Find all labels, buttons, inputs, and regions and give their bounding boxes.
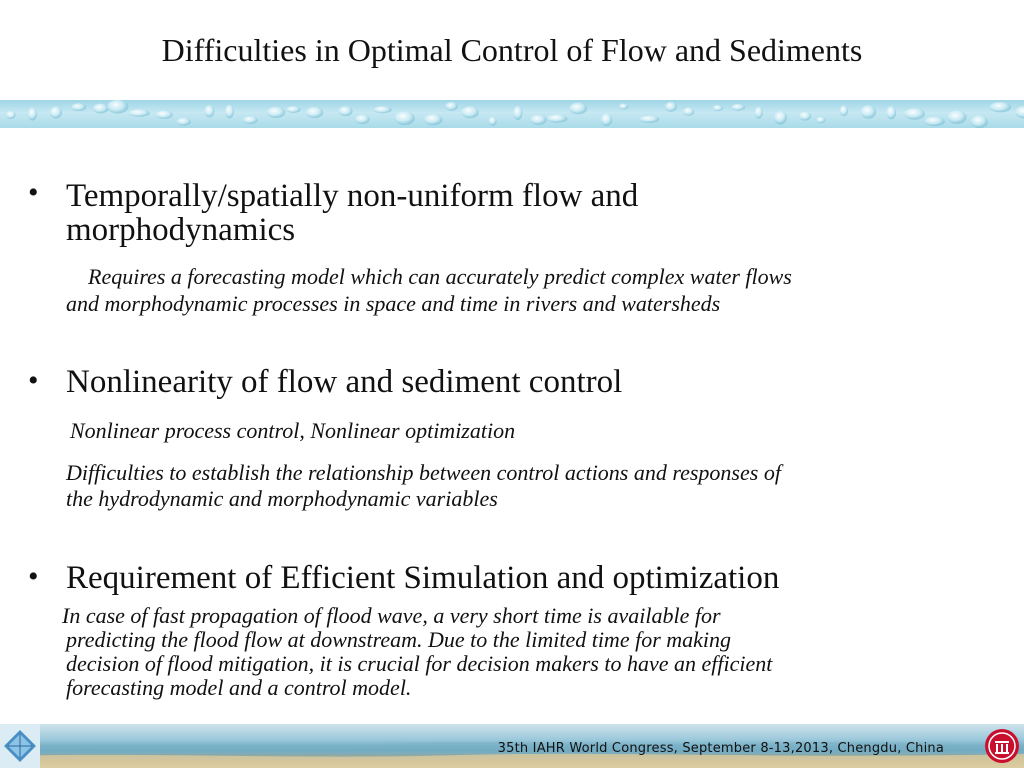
water-droplet (445, 102, 458, 111)
water-droplet (395, 111, 415, 125)
water-droplet (225, 105, 234, 118)
water-droplet (338, 106, 352, 116)
water-droplet (1015, 106, 1024, 118)
water-droplet (904, 108, 925, 119)
bullet-2-note-2-line1: Difficulties to establish the relationship between control actions and responses of (66, 460, 781, 485)
water-droplet (28, 108, 37, 121)
water-droplet (306, 107, 324, 118)
water-droplet (513, 106, 522, 120)
water-droplet (424, 114, 442, 125)
bullet-heading-2: Nonlinearity of flow and sediment control (66, 364, 623, 400)
water-droplet (530, 115, 546, 125)
water-droplet (71, 103, 86, 111)
water-droplet (924, 117, 944, 126)
water-droplet (840, 105, 848, 116)
water-droplet (774, 111, 787, 124)
water-droplet (990, 102, 1012, 112)
water-droplet (886, 106, 896, 119)
bullet-1-note-line1: Requires a forecasting model which can accurately predict complex water flows (88, 264, 792, 289)
bullet-heading-3: Requirement of Efficient Simulation and optimization (66, 560, 780, 596)
slide-title: Difficulties in Optimal Control of Flow and Sediments (161, 32, 863, 68)
bullet-1-note-line2: and morphodynamic processes in space and time in rivers and watersheds (66, 291, 721, 316)
water-droplet (50, 106, 62, 118)
bullet-heading-1-line1: Temporally/spatially non-uniform flow and (66, 178, 639, 214)
bullet-3-note-line4: forecasting model and a control model. (66, 675, 412, 700)
water-droplet (731, 104, 745, 111)
water-droplet (665, 102, 677, 112)
water-droplet (799, 112, 811, 121)
bullet-heading-1-line2: morphodynamics (66, 212, 296, 248)
water-droplet (971, 116, 988, 128)
decorative-water-band (0, 100, 1024, 128)
water-droplet (755, 107, 763, 119)
footer-conference-text: 35th IAHR World Congress, September 8-13,2013, Chengdu, China (497, 741, 944, 756)
bullet-3-note-line2: predicting the flood flow at downstream. Due to the limited time for making (66, 627, 732, 652)
water-droplets-pattern (0, 100, 1024, 128)
water-droplet (683, 108, 694, 116)
bullet-marker: • (28, 560, 39, 593)
bullet-3-note-line3: decision of flood mitigation, it is crucial for decision makers to have an efficient (66, 651, 773, 676)
water-droplet (713, 105, 723, 111)
water-droplet (155, 111, 172, 119)
bullet-2-note-2-line2: the hydrodynamic and morphodynamic variables (66, 486, 498, 511)
water-droplet (93, 104, 109, 114)
water-droplet (619, 104, 628, 110)
water-droplet (816, 117, 825, 124)
water-droplet (204, 105, 214, 117)
water-droplet (373, 106, 391, 113)
university-seal-icon (984, 728, 1020, 764)
water-droplet (6, 111, 16, 119)
water-droplet (107, 100, 128, 114)
water-droplet (286, 106, 300, 113)
water-droplet (569, 103, 587, 115)
bullet-marker: • (28, 176, 39, 209)
water-droplet (461, 106, 479, 118)
water-droplet (947, 111, 966, 124)
water-droplet (639, 116, 659, 123)
globe-logo-icon (0, 724, 40, 768)
bullet-marker: • (28, 364, 39, 397)
footer-band (0, 724, 1024, 768)
water-droplet (547, 115, 568, 123)
water-droplet (489, 117, 497, 126)
water-droplet (243, 116, 258, 124)
water-droplet (267, 107, 286, 118)
water-droplet (129, 109, 150, 117)
bullet-2-note-1: Nonlinear process control, Nonlinear optimization (70, 418, 516, 443)
water-droplet (601, 114, 612, 127)
bullet-3-note-line1: In case of fast propagation of flood wave, a very short time is available for (62, 603, 721, 628)
water-droplet (177, 118, 191, 126)
water-droplet (355, 115, 369, 125)
water-droplet (861, 105, 877, 118)
